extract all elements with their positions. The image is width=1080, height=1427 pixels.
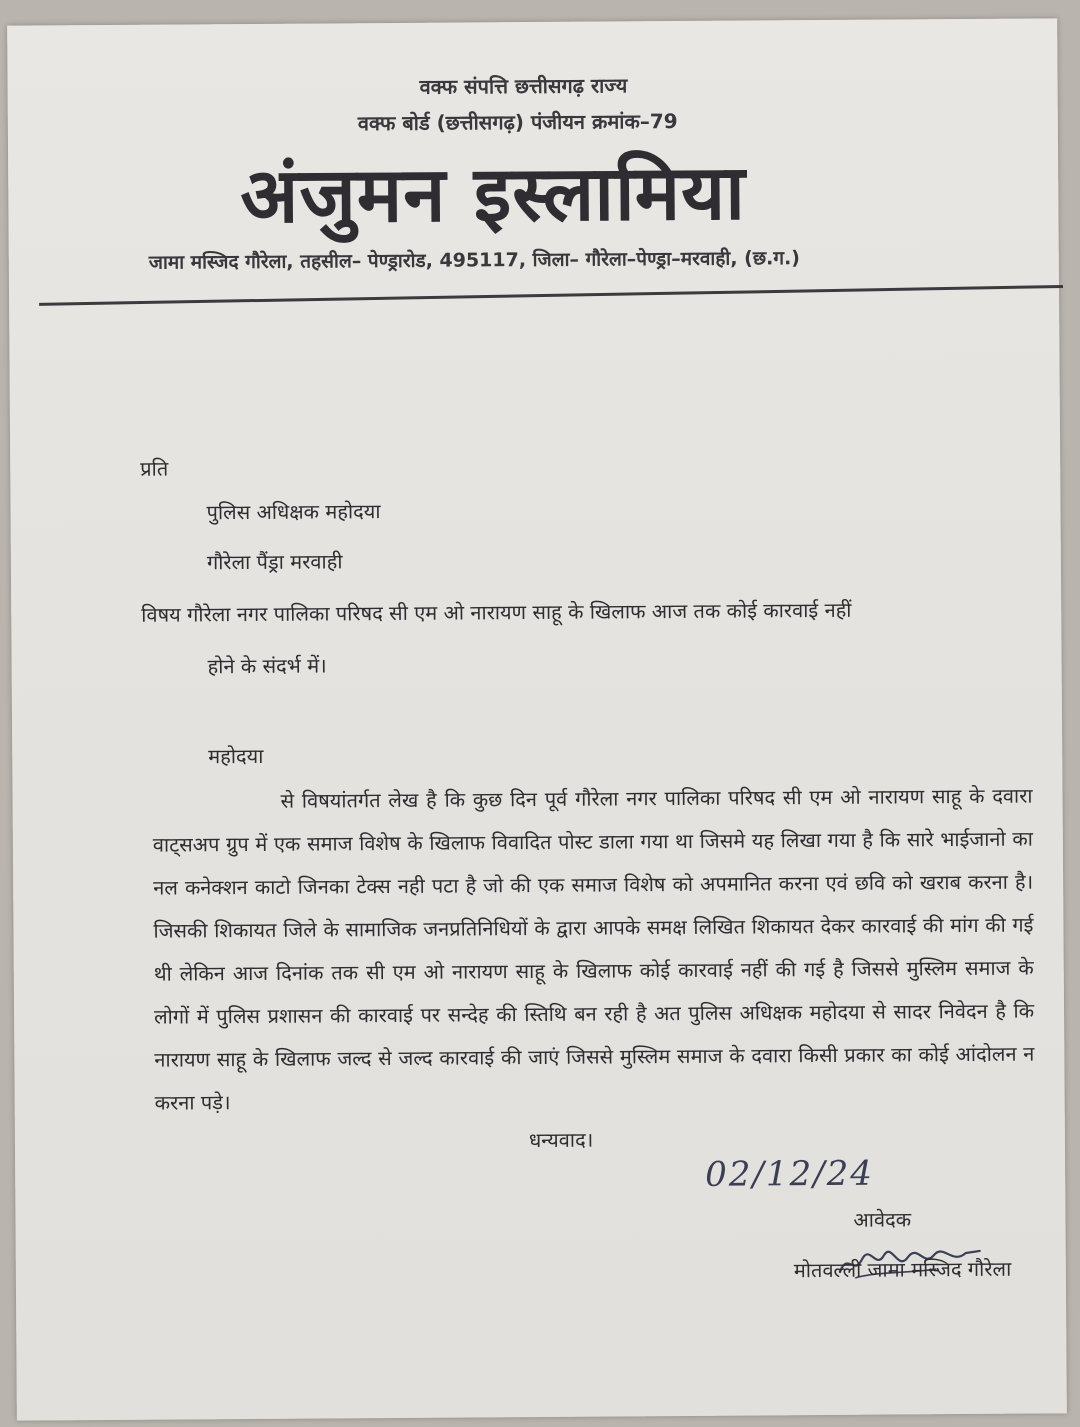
applicant-title: मोतवल्ली जामा मस्जिद गौरेला (793, 1256, 1012, 1283)
recipient-designation: पुलिस अधिक्षक महोदया (206, 499, 381, 525)
letter-page (7, 18, 1067, 1420)
subject-line-2: होने के संदर्भ में। (207, 653, 327, 679)
letterhead-line-registration: वक्फ बोर्ड (छत्तीसगढ़) पंजीयन क्रमांक–79 (357, 109, 678, 136)
letterhead-divider (39, 285, 1063, 306)
recipient-place: गौरेला पैंड्रा मरवाही (206, 549, 343, 575)
letterhead-line-waqf-property: वक्फ संपत्ति छत्तीसगढ़ राज्य (419, 73, 628, 99)
letterhead-address: जामा मस्जिद गौरेला, तहसील– पेण्ड्रारोड, 495117, जिला– गौरेला–पेण्ड्रा–मरवाही, (छ.ग.) (148, 247, 801, 274)
letter-body: से विषयांतर्गत लेख है कि कुछ दिन पूर्व गौरेला नगर पालिका परिषद सी एम ओ नारायण साहू के दवारा वाट्सअप ग्रुप में एक समाज विशेष के खिलाफ विवादित पोस्ट डाला गया था जिसमे यह लिखा गया है कि सारे भाईजानो का नल कनेक्शन काटो जिनका टेक्स नही पटा है जो की एक समाज विशेष को अपमानित करना एवं छवि को खराब करना है। जिसकी शिकायत जिले के सामाजिक जनप्रतिनिधियों के द्वारा आपके समक्ष लिखित शिकायत देकर कारवाई की मांग की गई थी लेकिन आज दिनांक तक सी एम ओ नारायण साहू के खिलाफ कोई कारवाई नहीं की गई है जिससे मुस्लिम समाज के लोगों में पुलिस प्रशासन की कारवाई पर सन्देह की स्तिथि बन रही है अत पुलिस अधिक्षक महोदया से सादर निवेदन है कि नारायण साहू के खिलाफ जल्द से जल्द कारवाई की जाएं जिससे मुस्लिम समाज के दवारा किसी प्रकार का कोई आंदोलन न करना पड़े। (152, 783, 1035, 1115)
letterhead-title: अंजुमन इस्लामिया (240, 147, 747, 241)
recipient-prati: प्रति (140, 456, 169, 481)
handwritten-date: 02/12/24 (705, 1153, 875, 1195)
subject-line-1: विषय गौरेला नगर पालिका परिषद सी एम ओ नारायण साहू के खिलाफ आज तक कोई कारवाई नहीं (141, 597, 852, 627)
applicant-label: आवेदक (853, 1207, 912, 1232)
salutation: महोदया (208, 743, 264, 769)
closing: धन्यवाद। (528, 1127, 594, 1153)
